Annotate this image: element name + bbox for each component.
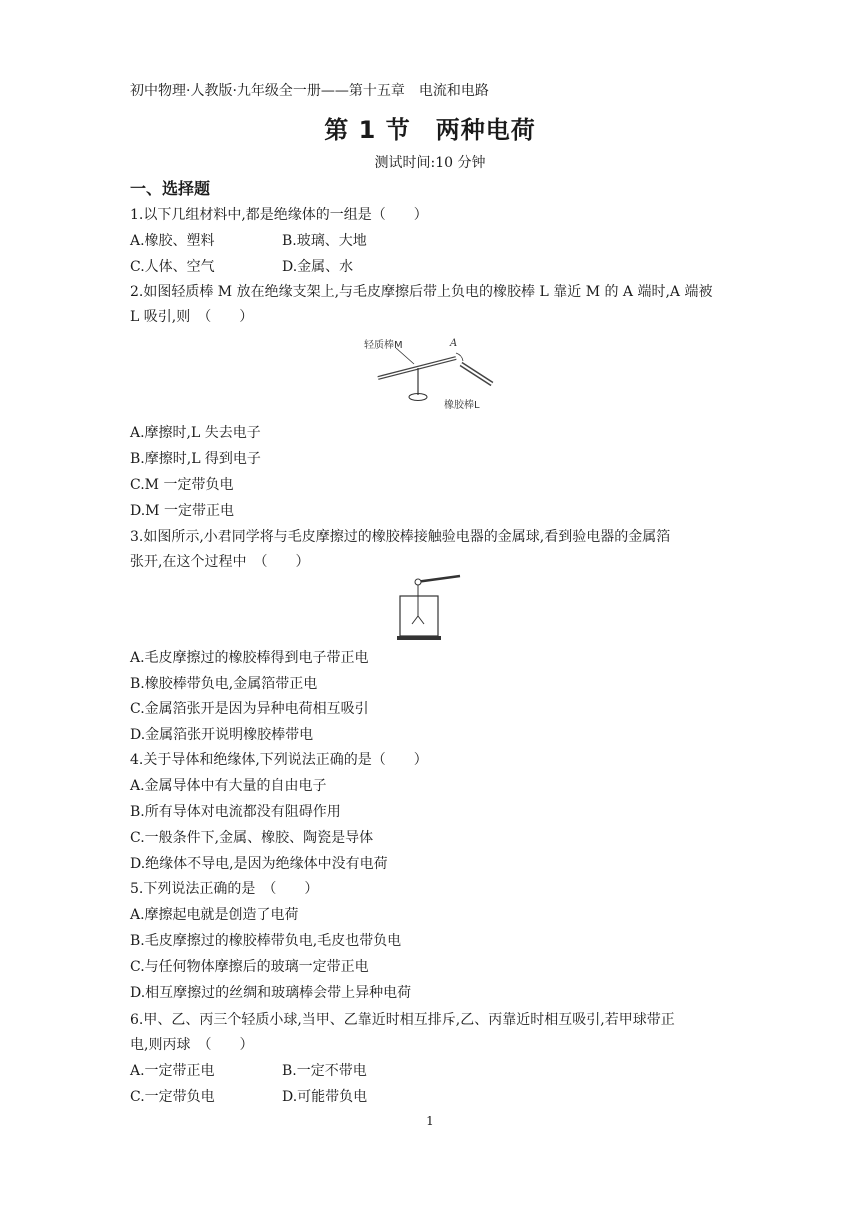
page-title: 第 1 节 两种电荷 [324,116,536,144]
metal-foil-right [418,616,424,624]
end-a-label: A [450,338,458,349]
metal-ball [415,579,421,585]
question-1-option-a: A.橡胶、塑料 [130,233,215,249]
question-2-option-c: C.M 一定带负电 [130,477,234,493]
metal-foil-left [412,616,418,624]
electroscope-figure [394,572,466,644]
question-5-option-b: B.毛皮摩擦过的橡胶棒带负电,毛皮也带负电 [130,933,402,949]
breadcrumb: 初中物理·人教版·九年级全一册——第十五章 电流和电路 [130,83,489,99]
question-1-option-c: C.人体、空气 [130,259,215,275]
question-4-option-b: B.所有导体对电流都没有阻碍作用 [130,804,341,820]
question-4-option-c: C.一般条件下,金属、橡胶、陶瓷是导体 [130,830,374,846]
question-3-stem-line1: 3.如图所示,小君同学将与毛皮摩擦过的橡胶棒接触验电器的金属球,看到验电器的金属箔 [130,529,671,545]
rod-m-label: 轻质棒M [364,340,403,351]
electroscope-base [397,636,441,640]
rod-l-label: 橡胶棒L [444,400,480,411]
rod-m-highlight [378,358,456,378]
question-5-option-a: A.摩擦起电就是创造了电荷 [130,907,299,923]
question-4-stem: 4.关于导体和绝缘体,下列说法正确的是（ ） [130,752,428,768]
question-3-stem-line2: 张开,在这个过程中 （ ） [130,554,310,570]
question-2-option-a: A.摩擦时,L 失去电子 [130,425,261,441]
section-heading: 一、选择题 [130,179,211,198]
question-4-option-a: A.金属导体中有大量的自由电子 [130,778,327,794]
question-2-option-d: D.M 一定带正电 [130,503,234,519]
question-2-stem-line2: L 吸引,则 （ ） [130,309,254,325]
electroscope-jar [400,596,438,636]
question-5-stem: 5.下列说法正确的是 （ ） [130,881,319,897]
question-6-option-c: C.一定带负电 [130,1089,215,1105]
question-6-option-d: D.可能带负电 [282,1089,368,1105]
question-6-stem-line1: 6.甲、乙、丙三个轻质小球,当甲、乙靠近时相互排斥,乙、丙靠近时相互吸引,若甲球带正 [130,1012,675,1028]
test-time: 测试时间:10 分钟 [374,155,486,171]
question-2-stem-line1: 2.如图轻质棒 M 放在绝缘支架上,与毛皮摩擦后带上负电的橡胶棒 L 靠近 M 的 A 端时,A 端被 [130,284,713,300]
question-3-option-c: C.金属箔张开是因为异种电荷相互吸引 [130,701,369,717]
question-1-stem: 1.以下几组材料中,都是绝缘体的一组是（ ） [130,207,428,223]
question-3-option-a: A.毛皮摩擦过的橡胶棒得到电子带正电 [130,650,369,666]
rubber-rod [416,576,460,582]
question-6-stem-line2: 电,则丙球 （ ） [130,1037,254,1053]
question-6-option-b: B.一定不带电 [282,1063,367,1079]
rod-l-highlight [461,364,492,384]
question-5-option-d: D.相互摩擦过的丝绸和玻璃棒会带上异种电荷 [130,985,412,1001]
rod-figure [360,334,500,414]
question-4-option-d: D.绝缘体不导电,是因为绝缘体中没有电荷 [130,856,388,872]
question-3-option-d: D.金属箔张开说明橡胶棒带电 [130,727,314,743]
question-1-option-b: B.玻璃、大地 [282,233,367,249]
page-number: 1 [426,1114,434,1128]
attraction-arrow [456,353,463,361]
rod-m-pointer [396,348,414,364]
question-3-option-b: B.橡胶棒带负电,金属箔带正电 [130,676,318,692]
question-6-option-a: A.一定带正电 [130,1063,215,1079]
question-1-option-d: D.金属、水 [282,259,354,275]
question-5-option-c: C.与任何物体摩擦后的玻璃一定带正电 [130,959,369,975]
question-2-option-b: B.摩擦时,L 得到电子 [130,451,261,467]
